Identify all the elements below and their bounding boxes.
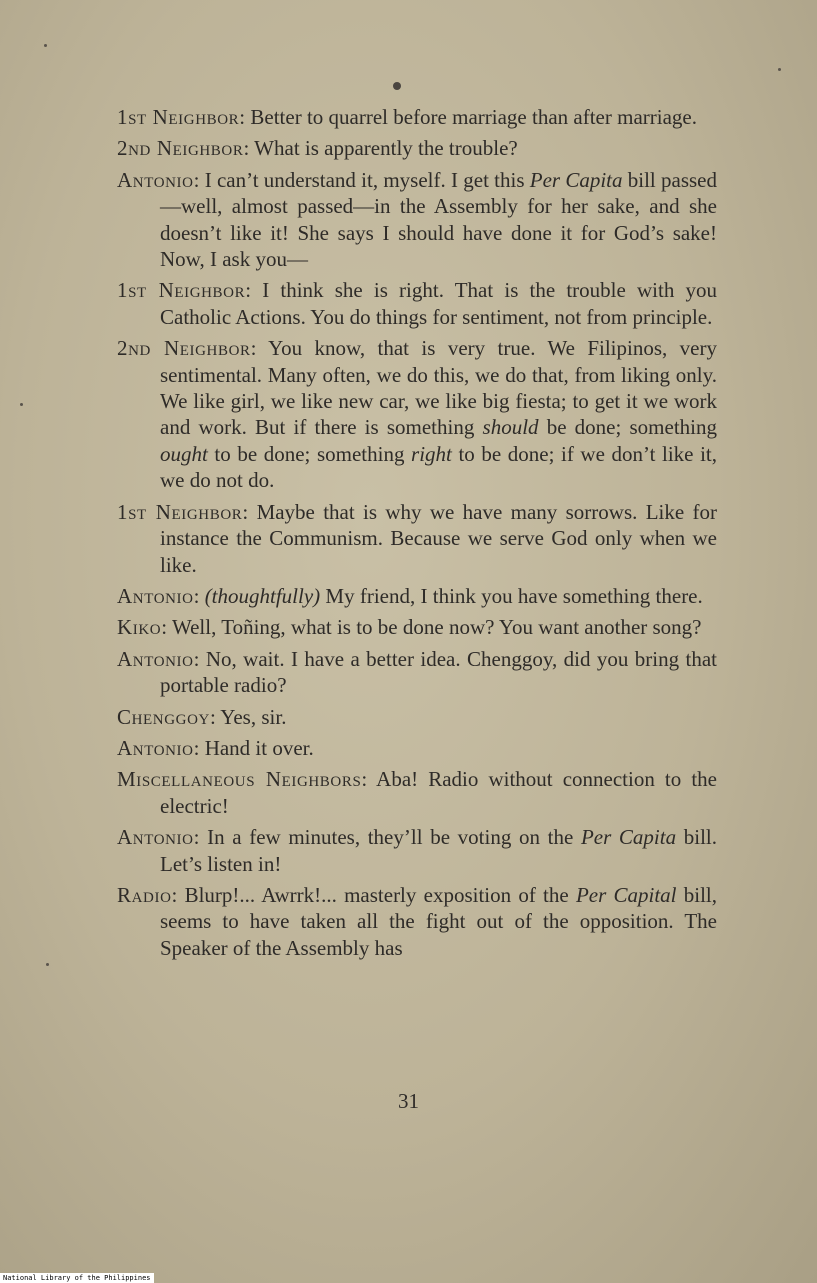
speech-text: You know, that is very true. We Filipinos, very sentimental. Many often, we do this, we do that, from liking only. We like girl, we like new car, we like big fiesta; to get it we work and work. But if there is something should be done; something ought to be done; something right to be done; if we don’t like it, we do not do. — [160, 336, 717, 493]
ink-speck — [778, 68, 781, 71]
speech-line: 1st Neighbor: I think she is right. That is the trouble with you Catholic Actions. You do things for sentiment, not from principle. — [117, 278, 717, 329]
speech-text: Maybe that is why we have many sorrows. Like for instance the Communism. Because we serve God only when we like. — [160, 499, 718, 577]
speech-text: In a few minutes, they’ll be voting on the Per Capita bill. Let’s listen in! — [160, 825, 717, 876]
ink-speck — [20, 403, 23, 406]
speaker-name: 1st Neighbor — [117, 499, 243, 524]
speaker-name: Antonio — [117, 646, 194, 671]
speaker-name: 1st Neighbor — [117, 278, 246, 303]
dialogue-body — [117, 104, 717, 966]
speaker-name: 1st Neighbor — [117, 105, 240, 129]
speaker-name: Antonio — [117, 735, 194, 760]
speaker-name: 2nd Neighbor — [117, 136, 244, 161]
speaker-name: Miscellaneous Neighbors — [117, 767, 362, 792]
speech-line: Antonio: I can’t understand it, myself. I get this Per Capita bill passed—well, almost passed—in the Assembly for her sake, and she doesn’t like it! She says I should have done it for God’s sake! Now, I ask you— — [117, 167, 718, 272]
speech-text: I think she is right. That is the trouble with you Catholic Actions. You do things for sentiment, not from principle. — [160, 278, 717, 329]
speech-line: Radio: Blurp!... Awrrk!... masterly exposition of the Per Capital bill, seems to have taken all the fight out of the opposition. The Speaker of the Assembly has — [117, 882, 717, 960]
stage-direction: (thoughtfully) — [204, 583, 321, 608]
speech-text: Yes, sir. — [220, 704, 287, 729]
speaker-name: Kiko — [117, 615, 162, 640]
library-credit: National Library of the Philippines — [0, 1273, 154, 1283]
speech-line: Antonio: Hand it over. — [117, 735, 314, 760]
speech-text: Well, Toñing, what is to be done now? You want another song? — [171, 615, 702, 640]
speaker-name: Radio — [117, 882, 172, 907]
speech-text: Aba! Radio without connection to the electric! — [160, 767, 717, 818]
speaker-name: Antonio — [117, 583, 194, 608]
speaker-name: Antonio — [117, 167, 194, 192]
speech-line: 1st Neighbor: Better to quarrel before marriage than after marriage. — [117, 105, 697, 129]
speech-line: Antonio: No, wait. I have a better idea. Chenggoy, did you bring that portable radio? — [117, 646, 718, 698]
speech-line: 2nd Neighbor: You know, that is very true. We Filipinos, very sentimental. Many often, we do this, we do that, from liking only. We like girl, we like new car, we like big fiesta; to get it we work and work. But if there is something should be done; something ought to be done; something right to be done; if we don’t like it, we do not do. — [117, 336, 717, 493]
ink-dot — [393, 82, 401, 90]
speech-line: 2nd Neighbor: What is apparently the trouble? — [117, 136, 518, 161]
speech-line: Antonio: In a few minutes, they’ll be voting on the Per Capita bill. Let’s listen in! — [117, 825, 717, 876]
page-number: 31 — [398, 1089, 419, 1113]
speaker-name: 2nd Neighbor — [117, 336, 251, 361]
ink-speck — [46, 963, 49, 966]
speech-line: Antonio: (thoughtfully) My friend, I think you have something there. — [117, 583, 703, 608]
speech-line: Kiko: Well, Toñing, what is to be done now? You want another song? — [117, 615, 702, 640]
speech-text: Better to quarrel before marriage than after marriage. — [250, 105, 697, 129]
speaker-name: Antonio — [117, 825, 194, 850]
speech-line: Chenggoy: Yes, sir. — [117, 704, 287, 729]
speaker-name: Chenggoy — [117, 704, 210, 729]
speech-text: I can’t understand it, myself. I get this Per Capita bill passed—well, almost passed—in the Assembly for her sake, and she doesn’t like it! She says I should have done it for God’s sake! Now, I ask you— — [160, 167, 718, 272]
speech-line: Miscellaneous Neighbors: Aba! Radio without connection to the electric! — [117, 767, 717, 818]
ink-speck — [44, 44, 47, 47]
speech-text: Blurp!... Awrrk!... masterly exposition of the Per Capital bill, seems to have taken all the fight out of the opposition. The Speaker of the Assembly has — [160, 882, 717, 960]
speech-line: 1st Neighbor: Maybe that is why we have many sorrows. Like for instance the Communism. Because we serve God only when we like. — [117, 499, 718, 577]
speech-text: (thoughtfully) My friend, I think you have something there. — [204, 583, 703, 608]
speech-text: What is apparently the trouble? — [254, 136, 518, 161]
speech-text: No, wait. I have a better idea. Chenggoy, did you bring that portable radio? — [160, 646, 718, 698]
speech-text: Hand it over. — [204, 735, 314, 760]
